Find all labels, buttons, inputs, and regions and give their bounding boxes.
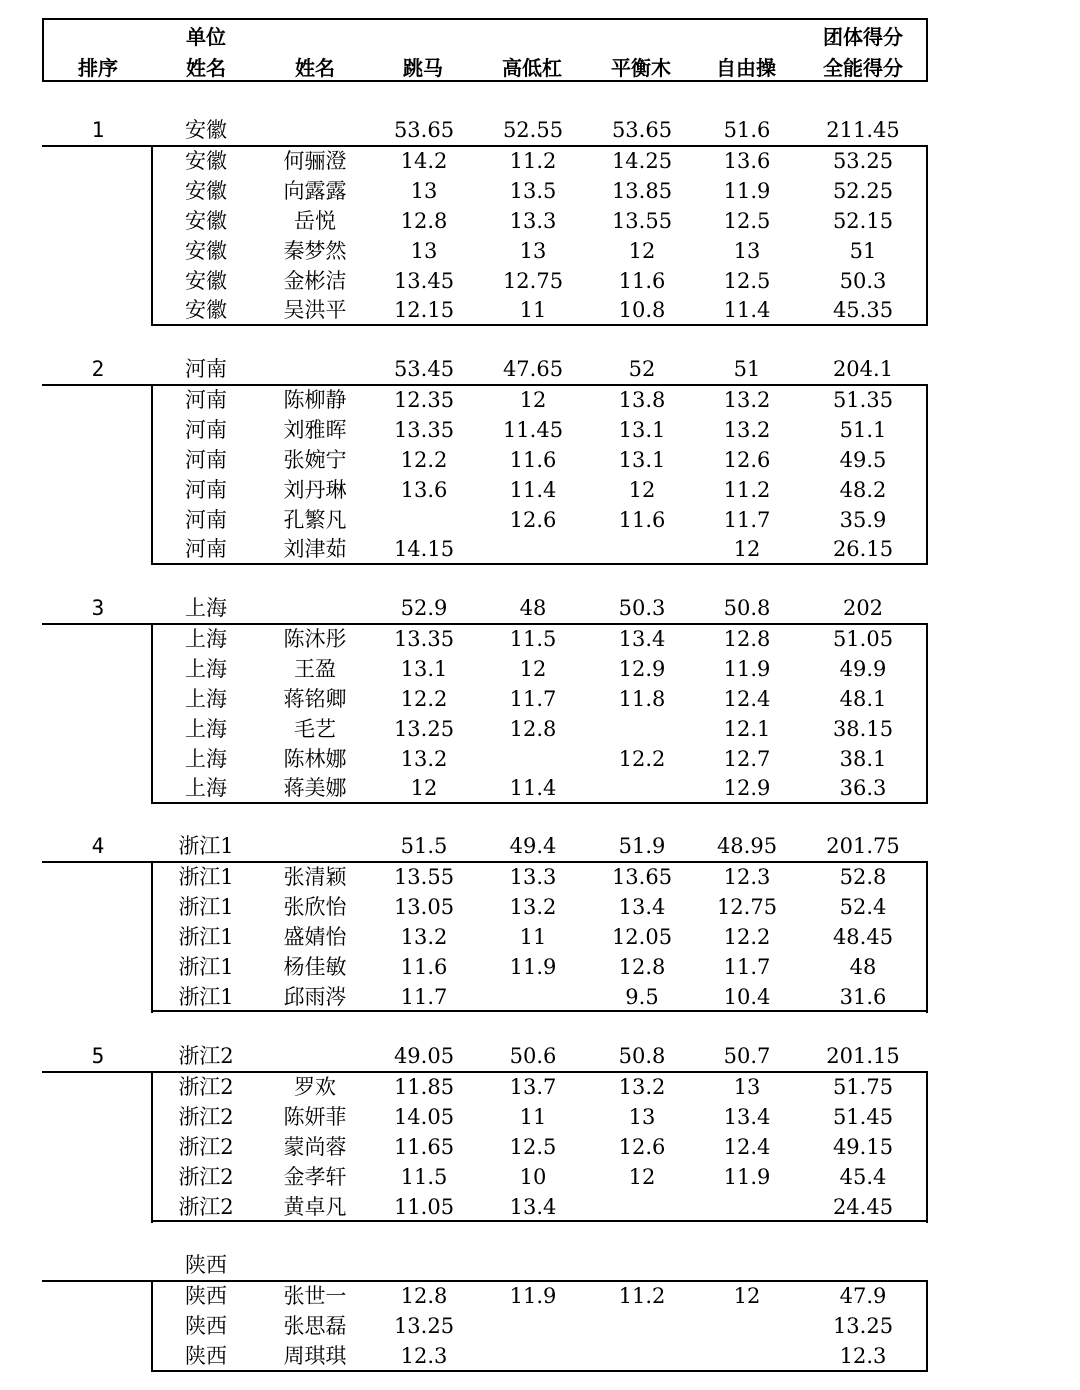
athlete-vault-score: 14.05 bbox=[393, 1105, 455, 1129]
athlete-bars-score: 11 bbox=[519, 298, 547, 322]
team-total-score: 211.45 bbox=[826, 118, 900, 142]
group-right-border bbox=[926, 623, 928, 804]
athlete-name: 刘津茹 bbox=[283, 537, 347, 561]
header-vault: 跳马 bbox=[403, 56, 443, 80]
team-unit: 陕西 bbox=[185, 1253, 227, 1277]
athlete-bars-score: 12.6 bbox=[509, 508, 557, 532]
group-right-border bbox=[926, 384, 928, 565]
athlete-total-score: 48.2 bbox=[839, 478, 887, 502]
group-left-border bbox=[151, 623, 153, 804]
athlete-beam-score: 13 bbox=[628, 1105, 656, 1129]
team-floor-score: 48.95 bbox=[716, 834, 778, 858]
athlete-bars-score: 12.75 bbox=[502, 269, 564, 293]
athlete-beam-score: 11.2 bbox=[618, 1284, 666, 1308]
athlete-floor-score: 11.9 bbox=[723, 179, 771, 203]
athlete-total-score: 52.8 bbox=[839, 865, 887, 889]
athlete-bars-score: 11.6 bbox=[509, 448, 557, 472]
athlete-bars-score: 10 bbox=[519, 1165, 547, 1189]
athlete-name: 陈妍菲 bbox=[283, 1105, 347, 1129]
athlete-total-score: 49.15 bbox=[832, 1135, 894, 1159]
athlete-unit: 河南 bbox=[185, 418, 227, 442]
athlete-unit: 河南 bbox=[185, 478, 227, 502]
athlete-beam-score: 13.55 bbox=[611, 209, 673, 233]
athlete-beam-score: 12.8 bbox=[618, 955, 666, 979]
athlete-vault-score: 11.05 bbox=[393, 1195, 455, 1219]
athlete-beam-score: 12 bbox=[628, 1165, 656, 1189]
group-left-border bbox=[151, 384, 153, 565]
athlete-beam-score bbox=[586, 773, 698, 803]
athlete-floor-score: 12.5 bbox=[723, 209, 771, 233]
athlete-name: 陈林娜 bbox=[283, 747, 347, 771]
athlete-total-score: 50.3 bbox=[839, 269, 887, 293]
athlete-unit: 陕西 bbox=[185, 1284, 227, 1308]
athlete-bars-score: 11.7 bbox=[509, 687, 557, 711]
athlete-total-score: 49.9 bbox=[839, 657, 887, 681]
team-unit: 浙江1 bbox=[178, 834, 234, 858]
athlete-floor-score: 13 bbox=[733, 239, 761, 263]
athlete-name: 何骊澄 bbox=[283, 149, 347, 173]
athlete-bars-score: 11.45 bbox=[502, 418, 564, 442]
athlete-unit: 安徽 bbox=[185, 179, 227, 203]
athlete-beam-score bbox=[586, 1341, 698, 1371]
athlete-bars-score: 13.4 bbox=[509, 1195, 557, 1219]
athlete-vault-score: 13.35 bbox=[393, 418, 455, 442]
header-right-border bbox=[926, 18, 928, 82]
team-rank: 4 bbox=[91, 834, 105, 858]
athlete-beam-score bbox=[586, 1192, 698, 1222]
team-bars-score: 48 bbox=[519, 596, 547, 620]
athlete-unit: 上海 bbox=[185, 747, 227, 771]
athlete-vault-score: 11.5 bbox=[400, 1165, 448, 1189]
athlete-total-score: 51.35 bbox=[832, 388, 894, 412]
athlete-bars-score bbox=[477, 982, 589, 1012]
athlete-bars-score: 12.5 bbox=[509, 1135, 557, 1159]
athlete-unit: 上海 bbox=[185, 687, 227, 711]
athlete-total-score: 48.45 bbox=[832, 925, 894, 949]
team-unit: 安徽 bbox=[185, 118, 227, 142]
athlete-floor-score: 13.2 bbox=[723, 418, 771, 442]
athlete-name: 张婉宁 bbox=[283, 448, 347, 472]
athlete-bars-score bbox=[477, 744, 589, 774]
athlete-floor-score: 11.4 bbox=[723, 298, 771, 322]
athlete-unit: 上海 bbox=[185, 776, 227, 800]
athlete-total-score: 38.15 bbox=[832, 717, 894, 741]
athlete-name: 张欣怡 bbox=[283, 895, 347, 919]
athlete-beam-score: 10.8 bbox=[618, 298, 666, 322]
athlete-beam-score: 11.6 bbox=[618, 508, 666, 532]
athlete-vault-score: 11.85 bbox=[393, 1075, 455, 1099]
athlete-name: 陈沐彤 bbox=[283, 627, 347, 651]
group-right-border bbox=[926, 145, 928, 326]
athlete-unit: 浙江1 bbox=[178, 985, 234, 1009]
athlete-total-score: 24.45 bbox=[832, 1195, 894, 1219]
athlete-floor-score: 12.75 bbox=[716, 895, 778, 919]
athlete-floor-score: 12.6 bbox=[723, 448, 771, 472]
athlete-floor-score: 12.4 bbox=[723, 1135, 771, 1159]
athlete-unit: 浙江2 bbox=[178, 1195, 234, 1219]
athlete-floor-score: 13.4 bbox=[723, 1105, 771, 1129]
athlete-total-score: 47.9 bbox=[839, 1284, 887, 1308]
athlete-floor-score bbox=[691, 1341, 803, 1371]
athlete-beam-score: 13.2 bbox=[618, 1075, 666, 1099]
athlete-vault-score: 12.3 bbox=[400, 1344, 448, 1368]
team-total-score bbox=[803, 1250, 923, 1280]
athlete-floor-score bbox=[691, 1311, 803, 1341]
athlete-floor-score: 12 bbox=[733, 1284, 761, 1308]
athlete-bars-score: 13.2 bbox=[509, 895, 557, 919]
athlete-name: 张世一 bbox=[283, 1284, 347, 1308]
athlete-beam-score: 13.85 bbox=[611, 179, 673, 203]
team-beam-score: 50.8 bbox=[618, 1044, 666, 1068]
athlete-vault-score: 11.65 bbox=[393, 1135, 455, 1159]
athlete-bars-score: 13 bbox=[519, 239, 547, 263]
athlete-floor-score: 13.2 bbox=[723, 388, 771, 412]
athlete-floor-score: 11.7 bbox=[723, 955, 771, 979]
athlete-vault-score: 14.15 bbox=[393, 537, 455, 561]
athlete-beam-score: 14.25 bbox=[611, 149, 673, 173]
team-vault-score: 53.45 bbox=[393, 357, 455, 381]
athlete-vault-score: 11.6 bbox=[400, 955, 448, 979]
athlete-name: 王盈 bbox=[294, 657, 336, 681]
athlete-name: 罗欢 bbox=[294, 1075, 336, 1099]
team-rank: 5 bbox=[91, 1044, 105, 1068]
athlete-floor-score: 11.2 bbox=[723, 478, 771, 502]
athlete-floor-score: 12.1 bbox=[723, 717, 771, 741]
athlete-unit: 上海 bbox=[185, 657, 227, 681]
athlete-unit: 陕西 bbox=[185, 1344, 227, 1368]
athlete-vault-score: 13.05 bbox=[393, 895, 455, 919]
athlete-bars-score: 11.5 bbox=[509, 627, 557, 651]
athlete-beam-score bbox=[586, 714, 698, 744]
athlete-bars-score: 12 bbox=[519, 657, 547, 681]
athlete-beam-score: 9.5 bbox=[625, 985, 659, 1009]
athlete-name: 孔繁凡 bbox=[283, 508, 347, 532]
athlete-beam-score: 11.8 bbox=[618, 687, 666, 711]
athlete-floor-score: 11.9 bbox=[723, 1165, 771, 1189]
athlete-total-score: 52.4 bbox=[839, 895, 887, 919]
athlete-name: 盛婧怡 bbox=[283, 925, 347, 949]
group-right-border bbox=[926, 1280, 928, 1372]
athlete-unit: 浙江2 bbox=[178, 1135, 234, 1159]
athlete-floor-score: 10.4 bbox=[723, 985, 771, 1009]
athlete-bars-score: 11 bbox=[519, 925, 547, 949]
athlete-bars-score bbox=[477, 1311, 589, 1341]
athlete-beam-score: 13.1 bbox=[618, 448, 666, 472]
athlete-unit: 安徽 bbox=[185, 239, 227, 263]
athlete-total-score: 38.1 bbox=[839, 747, 887, 771]
athlete-floor-score: 12 bbox=[733, 537, 761, 561]
team-rank bbox=[58, 1250, 138, 1280]
athlete-beam-score: 13.4 bbox=[618, 627, 666, 651]
athlete-total-score: 51.1 bbox=[839, 418, 887, 442]
header-name: 姓名 bbox=[295, 56, 335, 80]
team-unit: 河南 bbox=[185, 357, 227, 381]
athlete-beam-score: 13.1 bbox=[618, 418, 666, 442]
athlete-vault-score: 12.35 bbox=[393, 388, 455, 412]
group-right-border bbox=[926, 861, 928, 1013]
athlete-unit: 河南 bbox=[185, 508, 227, 532]
athlete-name: 毛艺 bbox=[294, 717, 336, 741]
team-bars-score: 50.6 bbox=[509, 1044, 557, 1068]
athlete-name: 刘丹琳 bbox=[283, 478, 347, 502]
athlete-unit: 河南 bbox=[185, 448, 227, 472]
group-right-border bbox=[926, 1071, 928, 1223]
athlete-total-score: 45.4 bbox=[839, 1165, 887, 1189]
athlete-floor-score: 12.3 bbox=[723, 865, 771, 889]
athlete-unit: 浙江1 bbox=[178, 925, 234, 949]
team-vault-score: 53.65 bbox=[393, 118, 455, 142]
athlete-vault-score: 13.55 bbox=[393, 865, 455, 889]
athlete-vault-score: 13.25 bbox=[393, 1314, 455, 1338]
team-beam-score: 53.65 bbox=[611, 118, 673, 142]
athlete-unit: 上海 bbox=[185, 717, 227, 741]
team-rank: 3 bbox=[91, 596, 105, 620]
team-total-score: 201.15 bbox=[826, 1044, 900, 1068]
athlete-unit: 河南 bbox=[185, 537, 227, 561]
athlete-unit: 浙江2 bbox=[178, 1075, 234, 1099]
header-aa-score: 全能得分 bbox=[823, 56, 903, 80]
athlete-beam-score: 13.8 bbox=[618, 388, 666, 412]
team-total-score: 201.75 bbox=[826, 834, 900, 858]
athlete-beam-score: 12.05 bbox=[611, 925, 673, 949]
athlete-total-score: 51.45 bbox=[832, 1105, 894, 1129]
team-bars-score bbox=[477, 1250, 589, 1280]
athlete-total-score: 36.3 bbox=[839, 776, 887, 800]
athlete-vault-score: 13.1 bbox=[400, 657, 448, 681]
athlete-vault-score: 11.7 bbox=[400, 985, 448, 1009]
athlete-unit: 安徽 bbox=[185, 269, 227, 293]
team-beam-score: 52 bbox=[628, 357, 656, 381]
athlete-bars-score: 12.8 bbox=[509, 717, 557, 741]
athlete-total-score: 48 bbox=[849, 955, 877, 979]
athlete-name: 杨佳敏 bbox=[283, 955, 347, 979]
group-left-border bbox=[151, 1071, 153, 1223]
athlete-name: 秦梦然 bbox=[283, 239, 347, 263]
athlete-unit: 安徽 bbox=[185, 298, 227, 322]
athlete-total-score: 13.25 bbox=[832, 1314, 894, 1338]
athlete-beam-score: 12.2 bbox=[618, 747, 666, 771]
athlete-unit: 陕西 bbox=[185, 1314, 227, 1338]
team-vault-score: 51.5 bbox=[400, 834, 448, 858]
header-beam: 平衡木 bbox=[611, 56, 671, 80]
athlete-vault-score: 13 bbox=[410, 179, 438, 203]
group-left-border bbox=[151, 861, 153, 1013]
team-bars-score: 49.4 bbox=[509, 834, 557, 858]
athlete-total-score: 49.5 bbox=[839, 448, 887, 472]
athlete-bars-score: 11.9 bbox=[509, 1284, 557, 1308]
athlete-bars-score: 11.4 bbox=[509, 776, 557, 800]
athlete-total-score: 51 bbox=[849, 239, 877, 263]
team-vault-score: 49.05 bbox=[393, 1044, 455, 1068]
athlete-bars-score: 11.2 bbox=[509, 149, 557, 173]
group-left-border bbox=[151, 145, 153, 326]
athlete-total-score: 26.15 bbox=[832, 537, 894, 561]
athlete-bars-score bbox=[477, 534, 589, 564]
athlete-floor-score: 11.9 bbox=[723, 657, 771, 681]
athlete-vault-score: 13.2 bbox=[400, 925, 448, 949]
athlete-total-score: 48.1 bbox=[839, 687, 887, 711]
team-total-score: 204.1 bbox=[832, 357, 894, 381]
team-unit: 浙江2 bbox=[178, 1044, 234, 1068]
header-team-score: 团体得分 bbox=[823, 25, 903, 49]
athlete-vault-score: 13 bbox=[410, 239, 438, 263]
athlete-unit: 上海 bbox=[185, 627, 227, 651]
team-beam-score bbox=[586, 1250, 698, 1280]
athlete-unit: 浙江2 bbox=[178, 1165, 234, 1189]
athlete-vault-score: 12.8 bbox=[400, 209, 448, 233]
team-vault-score bbox=[368, 1250, 480, 1280]
athlete-name: 张思磊 bbox=[283, 1314, 347, 1338]
athlete-beam-score bbox=[586, 534, 698, 564]
athlete-beam-score: 13.4 bbox=[618, 895, 666, 919]
athlete-vault-score: 13.45 bbox=[393, 269, 455, 293]
athlete-total-score: 52.25 bbox=[832, 179, 894, 203]
athlete-vault-score: 12.2 bbox=[400, 448, 448, 472]
athlete-unit: 安徽 bbox=[185, 149, 227, 173]
athlete-beam-score: 12.9 bbox=[618, 657, 666, 681]
athlete-total-score: 53.25 bbox=[832, 149, 894, 173]
athlete-name: 金彬洁 bbox=[283, 269, 347, 293]
athlete-unit: 河南 bbox=[185, 388, 227, 412]
athlete-name: 蒋美娜 bbox=[283, 776, 347, 800]
athlete-floor-score: 13.6 bbox=[723, 149, 771, 173]
athlete-floor-score: 12.9 bbox=[723, 776, 771, 800]
athlete-floor-score: 12.2 bbox=[723, 925, 771, 949]
athlete-name: 刘雅晖 bbox=[283, 418, 347, 442]
athlete-floor-score: 12.4 bbox=[723, 687, 771, 711]
athlete-bars-score: 11.4 bbox=[509, 478, 557, 502]
athlete-total-score: 35.9 bbox=[839, 508, 887, 532]
athlete-beam-score: 12 bbox=[628, 478, 656, 502]
athlete-unit: 浙江1 bbox=[178, 865, 234, 889]
athlete-vault-score bbox=[368, 505, 480, 535]
team-vault-score: 52.9 bbox=[400, 596, 448, 620]
header-rank: 排序 bbox=[78, 56, 118, 80]
athlete-vault-score: 12 bbox=[410, 776, 438, 800]
athlete-vault-score: 12.15 bbox=[393, 298, 455, 322]
athlete-vault-score: 14.2 bbox=[400, 149, 448, 173]
athlete-floor-score: 12.5 bbox=[723, 269, 771, 293]
athlete-total-score: 51.75 bbox=[832, 1075, 894, 1099]
athlete-floor-score bbox=[691, 1192, 803, 1222]
header-floor: 自由操 bbox=[716, 56, 776, 80]
team-beam-score: 51.9 bbox=[618, 834, 666, 858]
athlete-unit: 浙江1 bbox=[178, 895, 234, 919]
athlete-floor-score: 13 bbox=[733, 1075, 761, 1099]
athlete-beam-score: 11.6 bbox=[618, 269, 666, 293]
athlete-name: 吴洪平 bbox=[283, 298, 347, 322]
athlete-bars-score: 13.3 bbox=[509, 865, 557, 889]
header-top-border bbox=[42, 18, 928, 20]
athlete-name: 周琪琪 bbox=[283, 1344, 347, 1368]
athlete-vault-score: 13.25 bbox=[393, 717, 455, 741]
athlete-bars-score: 12 bbox=[519, 388, 547, 412]
team-floor-score: 50.7 bbox=[723, 1044, 771, 1068]
team-total-score: 202 bbox=[842, 596, 884, 620]
team-floor-score: 50.8 bbox=[723, 596, 771, 620]
athlete-unit: 浙江1 bbox=[178, 955, 234, 979]
athlete-vault-score: 12.2 bbox=[400, 687, 448, 711]
athlete-unit: 浙江2 bbox=[178, 1105, 234, 1129]
team-rank: 2 bbox=[91, 357, 105, 381]
athlete-vault-score: 13.35 bbox=[393, 627, 455, 651]
team-unit: 上海 bbox=[185, 596, 227, 620]
athlete-beam-score bbox=[586, 1311, 698, 1341]
athlete-bars-score: 13.3 bbox=[509, 209, 557, 233]
athlete-name: 黄卓凡 bbox=[283, 1195, 347, 1219]
athlete-name: 向露露 bbox=[283, 179, 347, 203]
athlete-vault-score: 13.6 bbox=[400, 478, 448, 502]
athlete-bars-score: 13.5 bbox=[509, 179, 557, 203]
header-bars: 高低杠 bbox=[502, 56, 562, 80]
athlete-name: 邱雨涔 bbox=[283, 985, 347, 1009]
athlete-bars-score: 11 bbox=[519, 1105, 547, 1129]
athlete-floor-score: 12.8 bbox=[723, 627, 771, 651]
athlete-bars-score: 13.7 bbox=[509, 1075, 557, 1099]
athlete-beam-score: 12 bbox=[628, 239, 656, 263]
athlete-beam-score: 13.65 bbox=[611, 865, 673, 889]
team-floor-score: 51 bbox=[733, 357, 761, 381]
athlete-vault-score: 13.2 bbox=[400, 747, 448, 771]
athlete-name: 金孝轩 bbox=[283, 1165, 347, 1189]
athlete-total-score: 12.3 bbox=[839, 1344, 887, 1368]
athlete-name: 岳悦 bbox=[294, 209, 336, 233]
athlete-vault-score: 12.8 bbox=[400, 1284, 448, 1308]
athlete-total-score: 45.35 bbox=[832, 298, 894, 322]
team-bars-score: 47.65 bbox=[502, 357, 564, 381]
athlete-name: 蒙尚蓉 bbox=[283, 1135, 347, 1159]
team-beam-score: 50.3 bbox=[618, 596, 666, 620]
header-unit-top: 单位 bbox=[186, 25, 226, 49]
header-unit-bottom: 姓名 bbox=[186, 56, 226, 80]
athlete-unit: 安徽 bbox=[185, 209, 227, 233]
athlete-floor-score: 11.7 bbox=[723, 508, 771, 532]
team-bars-score: 52.55 bbox=[502, 118, 564, 142]
athlete-bars-score bbox=[477, 1341, 589, 1371]
team-floor-score: 51.6 bbox=[723, 118, 771, 142]
athlete-total-score: 52.15 bbox=[832, 209, 894, 233]
athlete-name: 张清颖 bbox=[283, 865, 347, 889]
team-rank: 1 bbox=[91, 118, 105, 142]
team-floor-score bbox=[691, 1250, 803, 1280]
athlete-total-score: 51.05 bbox=[832, 627, 894, 651]
header-left-border bbox=[42, 18, 44, 82]
athlete-bars-score: 11.9 bbox=[509, 955, 557, 979]
athlete-total-score: 31.6 bbox=[839, 985, 887, 1009]
group-left-border bbox=[151, 1280, 153, 1372]
athlete-name: 蒋铭卿 bbox=[283, 687, 347, 711]
athlete-floor-score: 12.7 bbox=[723, 747, 771, 771]
athlete-name: 陈柳静 bbox=[283, 388, 347, 412]
athlete-beam-score: 12.6 bbox=[618, 1135, 666, 1159]
